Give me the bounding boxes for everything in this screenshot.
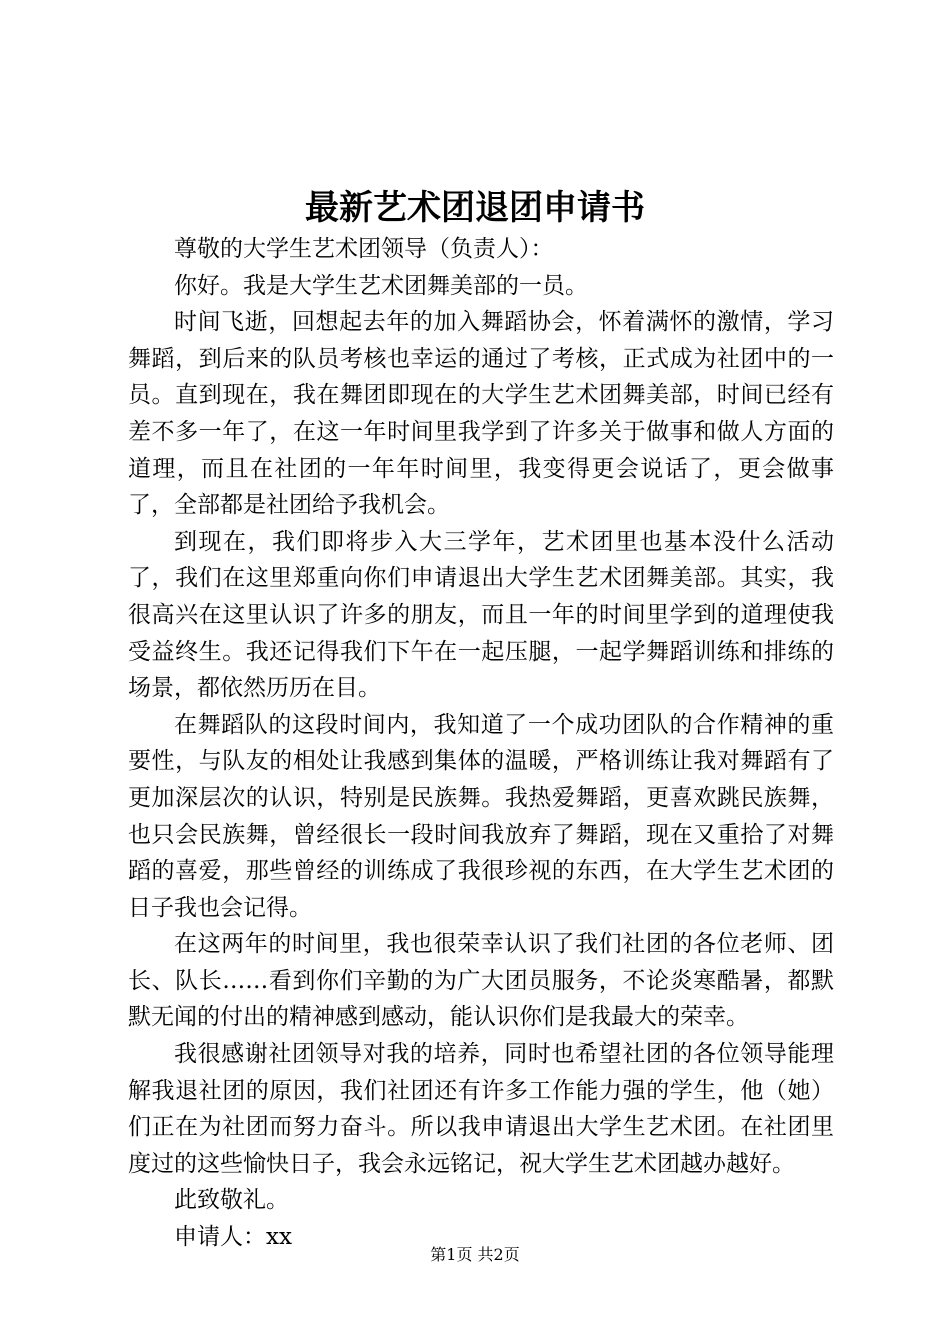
- document-title: 最新艺术团退团申请书: [305, 188, 645, 228]
- paragraph-6: 我很感谢社团领导对我的培养，同时也希望社团的各位领导能理解我退社团的原因，我们社团还有许多工作能力强的学生，他（她）们正在为社团而努力奋斗。所以我申请退出大学生艺术团。在社团里度过的这些愉快日子，我会永远铭记，祝大学生艺术团越办越好。: [128, 1041, 834, 1177]
- paragraph-2: 时间飞逝，回想起去年的加入舞蹈协会，怀着满怀的激情，学习舞蹈，到后来的队员考核也幸运的通过了考核，正式成为社团中的一员。直到现在，我在舞团即现在的大学生艺术团舞美部，时间已经有差不多一年了，在这一年时间里我学到了许多关于做事和做人方面的道理，而且在社团的一年年时间里，我变得更会说话了，更会做事了，全部都是社团给予我机会。: [128, 309, 834, 519]
- paragraph-5: 在这两年的时间里，我也很荣幸认识了我们社团的各位老师、团长、队长……看到你们辛勤的为广大团员服务，不论炎寒酷暑，都默默无闻的付出的精神感到感动，能认识你们是我最大的荣幸。: [128, 931, 834, 1031]
- closing: 此致敬礼。: [174, 1187, 289, 1214]
- paragraph-3: 到现在，我们即将步入大三学年，艺术团里也基本没什么活动了，我们在这里郑重向你们申请退出大学生艺术团舞美部。其实，我很高兴在这里认识了许多的朋友，而且一年的时间里学到的道理使我受益终生。我还记得我们下午在一起压腿，一起学舞蹈训练和排练的场景，都依然历历在目。: [128, 528, 834, 702]
- page-footer: 第1页 共2页: [430, 1245, 520, 1264]
- paragraph-4: 在舞蹈队的这段时间内，我知道了一个成功团队的合作精神的重要性，与队友的相处让我感到集体的温暖，严格训练让我对舞蹈有了更加深层次的认识，特别是民族舞。我热爱舞蹈，更喜欢跳民族舞，也只会民族舞，曾经很长一段时间我放弃了舞蹈，现在又重拾了对舞蹈的喜爱，那些曾经的训练成了我很珍视的东西，在大学生艺术团的日子我也会记得。: [128, 711, 834, 921]
- signature: 申请人：xx: [174, 1224, 292, 1251]
- document-body: [128, 231, 834, 1256]
- salutation: 尊敬的大学生艺术团领导（负责人）：: [174, 236, 554, 262]
- paragraph-1: 你好。我是大学生艺术团舞美部的一员。: [174, 272, 588, 299]
